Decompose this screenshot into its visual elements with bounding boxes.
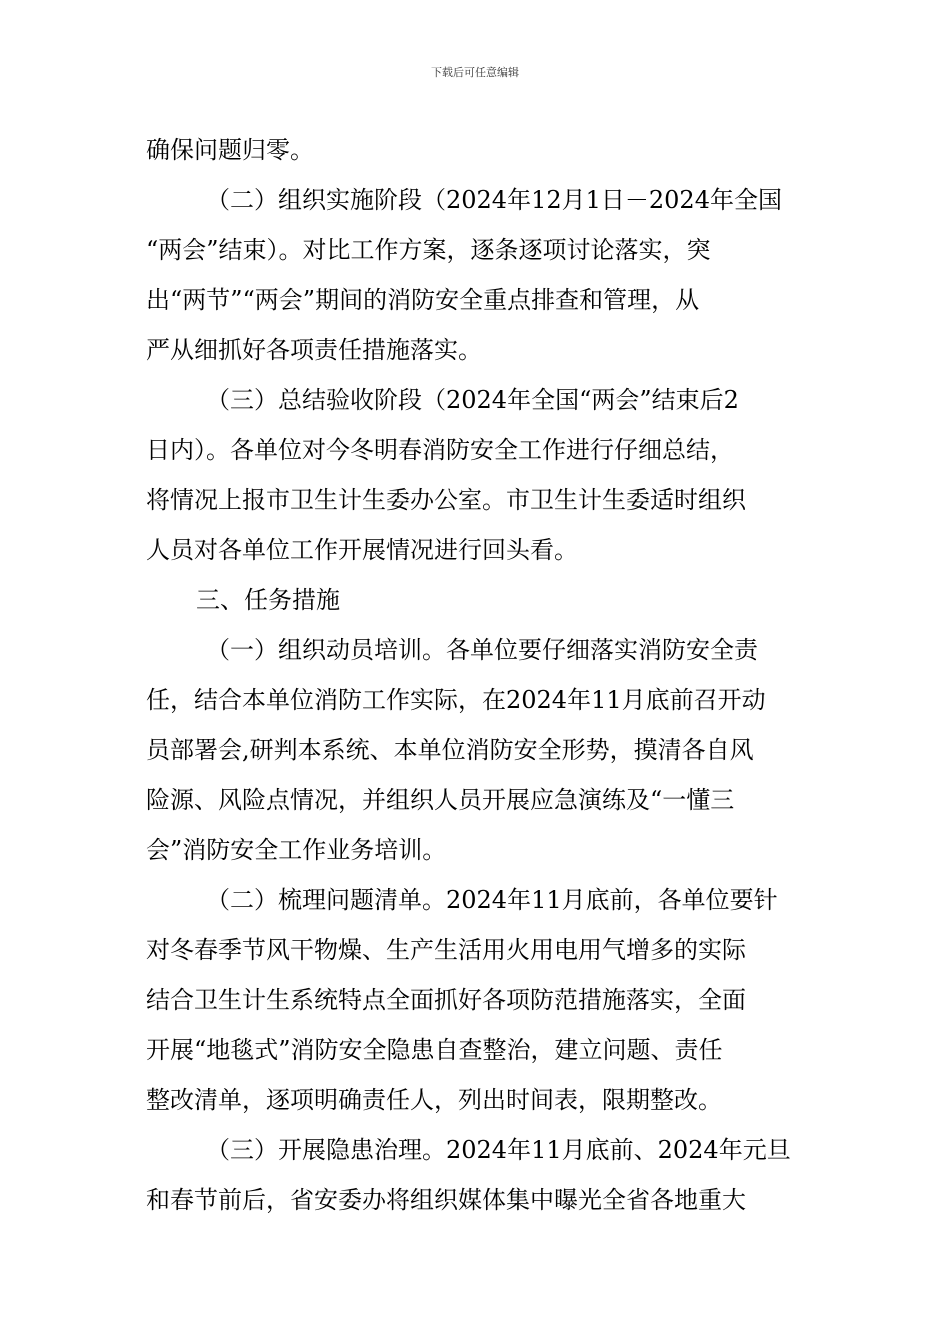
text-line-20: 整改清单，逐项明确责任人，列出时间表，限期整改。: [146, 1086, 722, 1114]
text-line-7: 日内）。各单位对今冬明春消防安全工作进行仔细总结，: [146, 436, 734, 464]
section-heading: 三、任务措施: [196, 586, 340, 614]
page-header: 下载后可任意编辑: [431, 66, 519, 79]
text-line-13: 员部署会,研判本系统、本单位消防安全形势，摸清各自风: [146, 736, 754, 764]
text-line-22: 和春节前后，省安委办将组织媒体集中曝光全省各地重大: [146, 1186, 746, 1214]
text-line-4: 出“两节”“两会”期间的消防安全重点排查和管理，从: [146, 286, 700, 314]
text-line-1: 确保问题归零。: [146, 136, 314, 164]
text-line-17: 对冬春季节风干物燥、生产生活用火用电用气增多的实际: [146, 936, 746, 964]
text-line-9: 人员对各单位工作开展情况进行回头看。: [146, 536, 578, 564]
text-line-6: （三）总结验收阶段（2024年全国“两会”结束后2: [206, 386, 739, 414]
text-line-5: 严从细抓好各项责任措施落实。: [146, 336, 482, 364]
text-line-19: 开展“地毯式”消防安全隐患自查整治，建立问题、责任: [146, 1036, 723, 1064]
text-line-21: （三）开展隐患治理。2024年11月底前、2024年元旦: [206, 1136, 791, 1164]
text-line-12: 任，结合本单位消防工作实际，在2024年11月底前召开动: [146, 686, 766, 714]
text-line-15: 会”消防安全工作业务培训。: [146, 836, 447, 864]
text-line-2: （二）组织实施阶段（2024年12月1日－2024年全国: [206, 186, 782, 214]
text-line-3: “两会”结束）。对比工作方案，逐条逐项讨论落实，突: [146, 236, 711, 264]
text-line-8: 将情况上报市卫生计生委办公室。市卫生计生委适时组织: [146, 486, 746, 514]
text-line-11: （一）组织动员培训。各单位要仔细落实消防安全责: [206, 636, 758, 664]
text-line-18: 结合卫生计生系统特点全面抓好各项防范措施落实，全面: [146, 986, 746, 1014]
text-line-16: （二）梳理问题清单。2024年11月底前，各单位要针: [206, 886, 778, 914]
text-line-14: 险源、风险点情况，并组织人员开展应急演练及“一懂三: [146, 786, 735, 814]
